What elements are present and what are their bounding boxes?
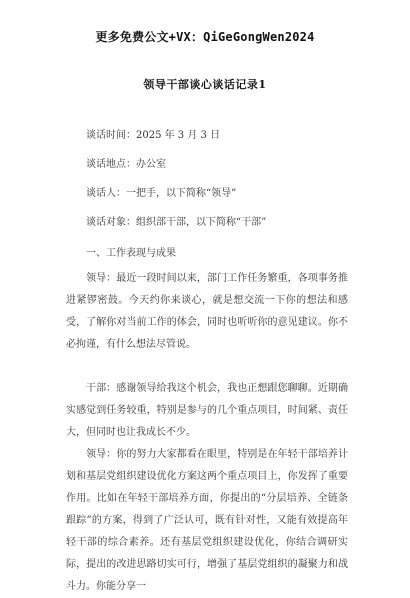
paragraph-leader-2: 领导：你的努力大家都看在眼里，特别是在年轻干部培养计划和基层党组织建设优化方案这两个重点项目上，你发挥了重要作用。比如在年轻干部培养方面，你提出的“分层培养、全链条跟踪”的方案，得到了广泛认可，既有针对性，又能有效提高年轻干部的综合素养。还有基层党组织建设优化，你结合调研实际，提出的改进思路切实可行，增强了基层党组织的凝聚力和战斗力。你能分享一 (66, 449, 348, 592)
document-title: 领导干部谈心谈话记录1 (143, 78, 267, 91)
promo-header: 更多免费公文+VX：QiGeGongWen2024 (95, 30, 315, 44)
meta-speaker: 谈话人：一把手，以下简称“领导” (86, 188, 237, 199)
meta-subject: 谈话对象：组织部干部，以下简称“干部” (86, 217, 267, 228)
paragraph-cadre-1: 干部：感谢领导给我这个机会，我也正想跟您聊聊。近期确实感觉到任务较重，特别是参与的几个重点项目，时间紧、责任大，但同时也让我成长不少。 (66, 383, 348, 438)
section-heading: 一、工作表现与成果 (86, 248, 176, 259)
meta-time: 谈话时间：2025 年 3 月 3 日 (86, 130, 221, 141)
paragraph-leader-1: 领导：最近一段时间以来，部门工作任务繁重，各项事务推进紧锣密鼓。今天约你来谈心，就是想交流一下你的想法和感受，了解你对当前工作的体会，同时也听听你的意见建议。你不必拘谨，有什么想法尽管说。 (66, 273, 348, 350)
meta-place: 谈话地点：办公室 (86, 159, 166, 170)
